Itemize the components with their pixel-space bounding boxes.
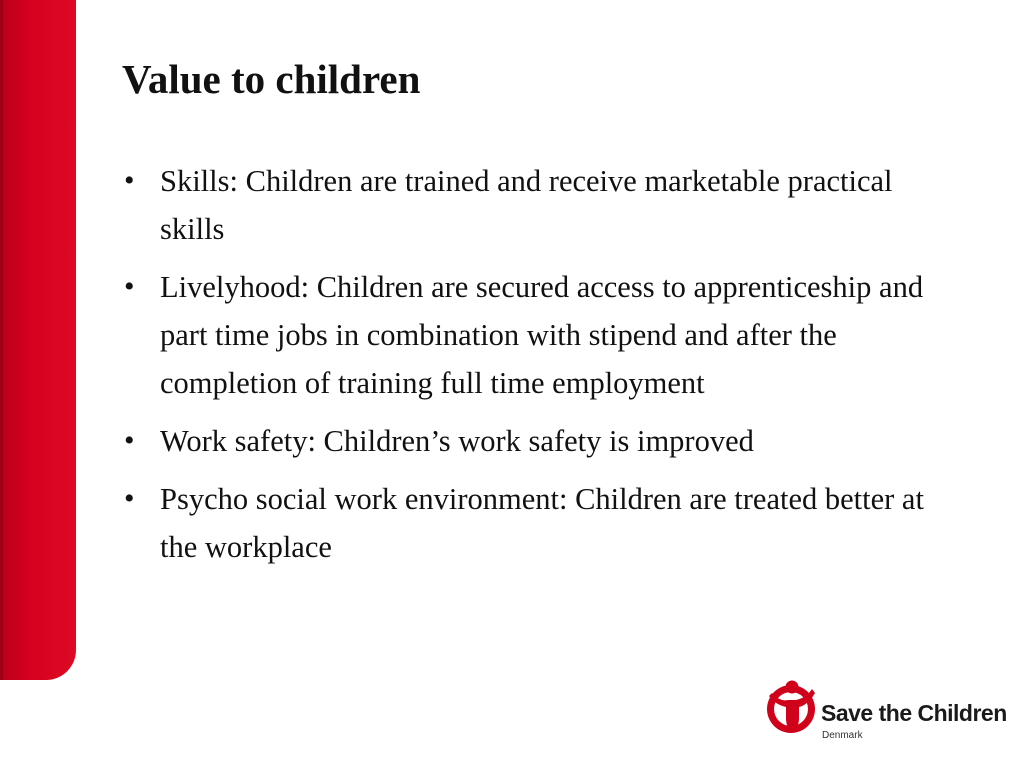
bullet-item: [122, 263, 942, 407]
bullet-item: [122, 475, 942, 571]
bullet-text: Psycho social work environment: Children are treated better at the workplace: [160, 482, 924, 564]
bullet-text: Skills: Children are trained and receive marketable practical skills: [160, 164, 893, 246]
bullet-text: Livelyhood: Children are secured access to apprenticeship and part time jobs in combination with stipend and after the completion of training full time employment: [160, 270, 924, 400]
bullet-marker: •: [124, 482, 135, 515]
bullet-list: [122, 157, 942, 581]
bullet-marker: •: [124, 270, 135, 303]
bullet-marker: •: [124, 164, 135, 197]
bullet-marker: •: [124, 424, 135, 457]
slide-title: Value to children: [122, 56, 421, 102]
bullet-text: Work safety: Children’s work safety is improved: [160, 424, 754, 458]
bullet-item: [122, 417, 942, 465]
logo-subtitle: Denmark: [822, 730, 863, 741]
red-side-bar: [0, 0, 76, 680]
logo-name: Save the Children: [821, 700, 1007, 726]
save-the-children-figure-icon: [766, 678, 818, 736]
save-the-children-logo: [766, 678, 1016, 748]
bullet-item: [122, 157, 942, 253]
